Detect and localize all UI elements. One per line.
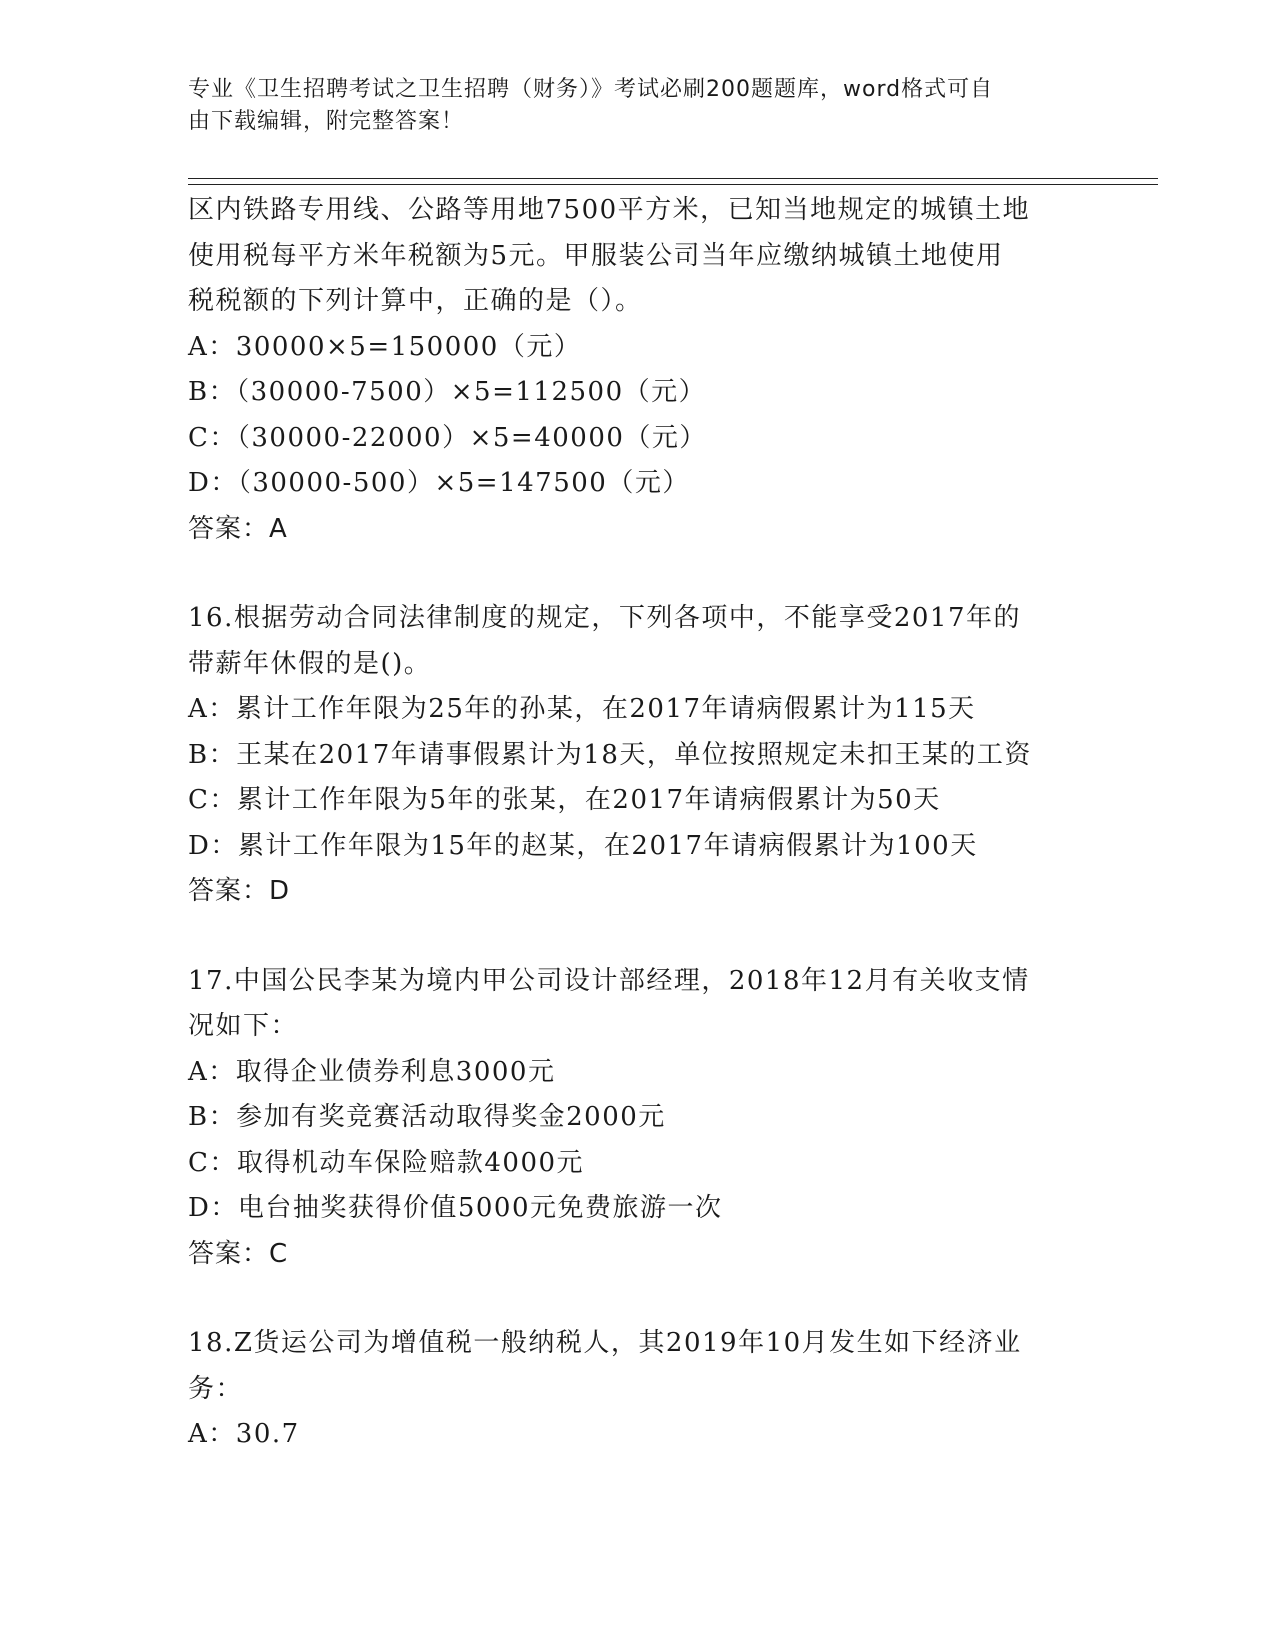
header-divider-top — [188, 178, 1158, 179]
question-15 — [188, 188, 1088, 552]
answer-line: 答案：C — [188, 1238, 289, 1269]
question-text-line: 务： — [188, 1373, 244, 1404]
question-17 — [188, 959, 1088, 1278]
spacer — [188, 1277, 1088, 1321]
option-a: A：30.7 — [188, 1419, 300, 1449]
header-divider-bottom — [188, 184, 1158, 185]
question-text-line: 区内铁路专用线、公路等用地7500平方米，已知当地规定的城镇土地 — [188, 195, 1031, 225]
option-a: A：30000×5=150000（元） — [188, 331, 582, 362]
header-line-2: 由下载编辑，附完整答案！ — [188, 109, 465, 134]
question-text-line: 16.根据劳动合同法律制度的规定，下列各项中，不能享受2017年的 — [188, 603, 1022, 633]
option-c: C：累计工作年限为5年的张某，在2017年请病假累计为50天 — [188, 785, 941, 815]
question-16 — [188, 596, 1088, 915]
answer-line: 答案：A — [188, 513, 288, 544]
question-18 — [188, 1321, 1088, 1458]
option-a: A：累计工作年限为25年的孙某，在2017年请病假累计为115天 — [188, 694, 976, 724]
option-d: D：电台抽奖获得价值5000元免费旅游一次 — [188, 1193, 723, 1223]
option-d: D：（30000-500）×5=147500（元） — [188, 468, 690, 498]
question-text-line: 税税额的下列计算中，正确的是（）。 — [188, 286, 643, 316]
option-b: B：王某在2017年请事假累计为18天，单位按照规定未扣王某的工资 — [188, 739, 1032, 770]
spacer — [188, 915, 1088, 959]
spacer — [188, 552, 1088, 596]
option-b: B：参加有奖竞赛活动取得奖金2000元 — [188, 1102, 666, 1132]
question-text-line: 带薪年休假的是()。 — [188, 648, 432, 679]
option-a: A：取得企业债券利息3000元 — [188, 1056, 556, 1087]
option-c: C：取得机动车保险赔款4000元 — [188, 1147, 585, 1178]
question-text-line: 17.中国公民李某为境内甲公司设计部经理，2018年12月有关收支情 — [188, 965, 1030, 996]
option-c: C：（30000-22000）×5=40000（元） — [188, 422, 707, 453]
question-text-line: 使用税每平方米年税额为5元。甲服装公司当年应缴纳城镇土地使用 — [188, 240, 1004, 271]
answer-line: 答案：D — [188, 876, 291, 906]
option-d: D：累计工作年限为15年的赵某，在2017年请病假累计为100天 — [188, 830, 978, 861]
question-text-line: 况如下： — [188, 1011, 299, 1041]
header-line-1: 专业《卫生招聘考试之卫生招聘（财务）》考试必刷200题题库，word格式可自 — [188, 77, 994, 102]
document-header — [188, 74, 1068, 138]
document-body — [188, 188, 1088, 1458]
option-b: B：（30000-7500）×5=112500（元） — [188, 377, 707, 407]
question-text-line: 18.Z货运公司为增值税一般纳税人，其2019年10月发生如下经济业 — [188, 1328, 1022, 1358]
